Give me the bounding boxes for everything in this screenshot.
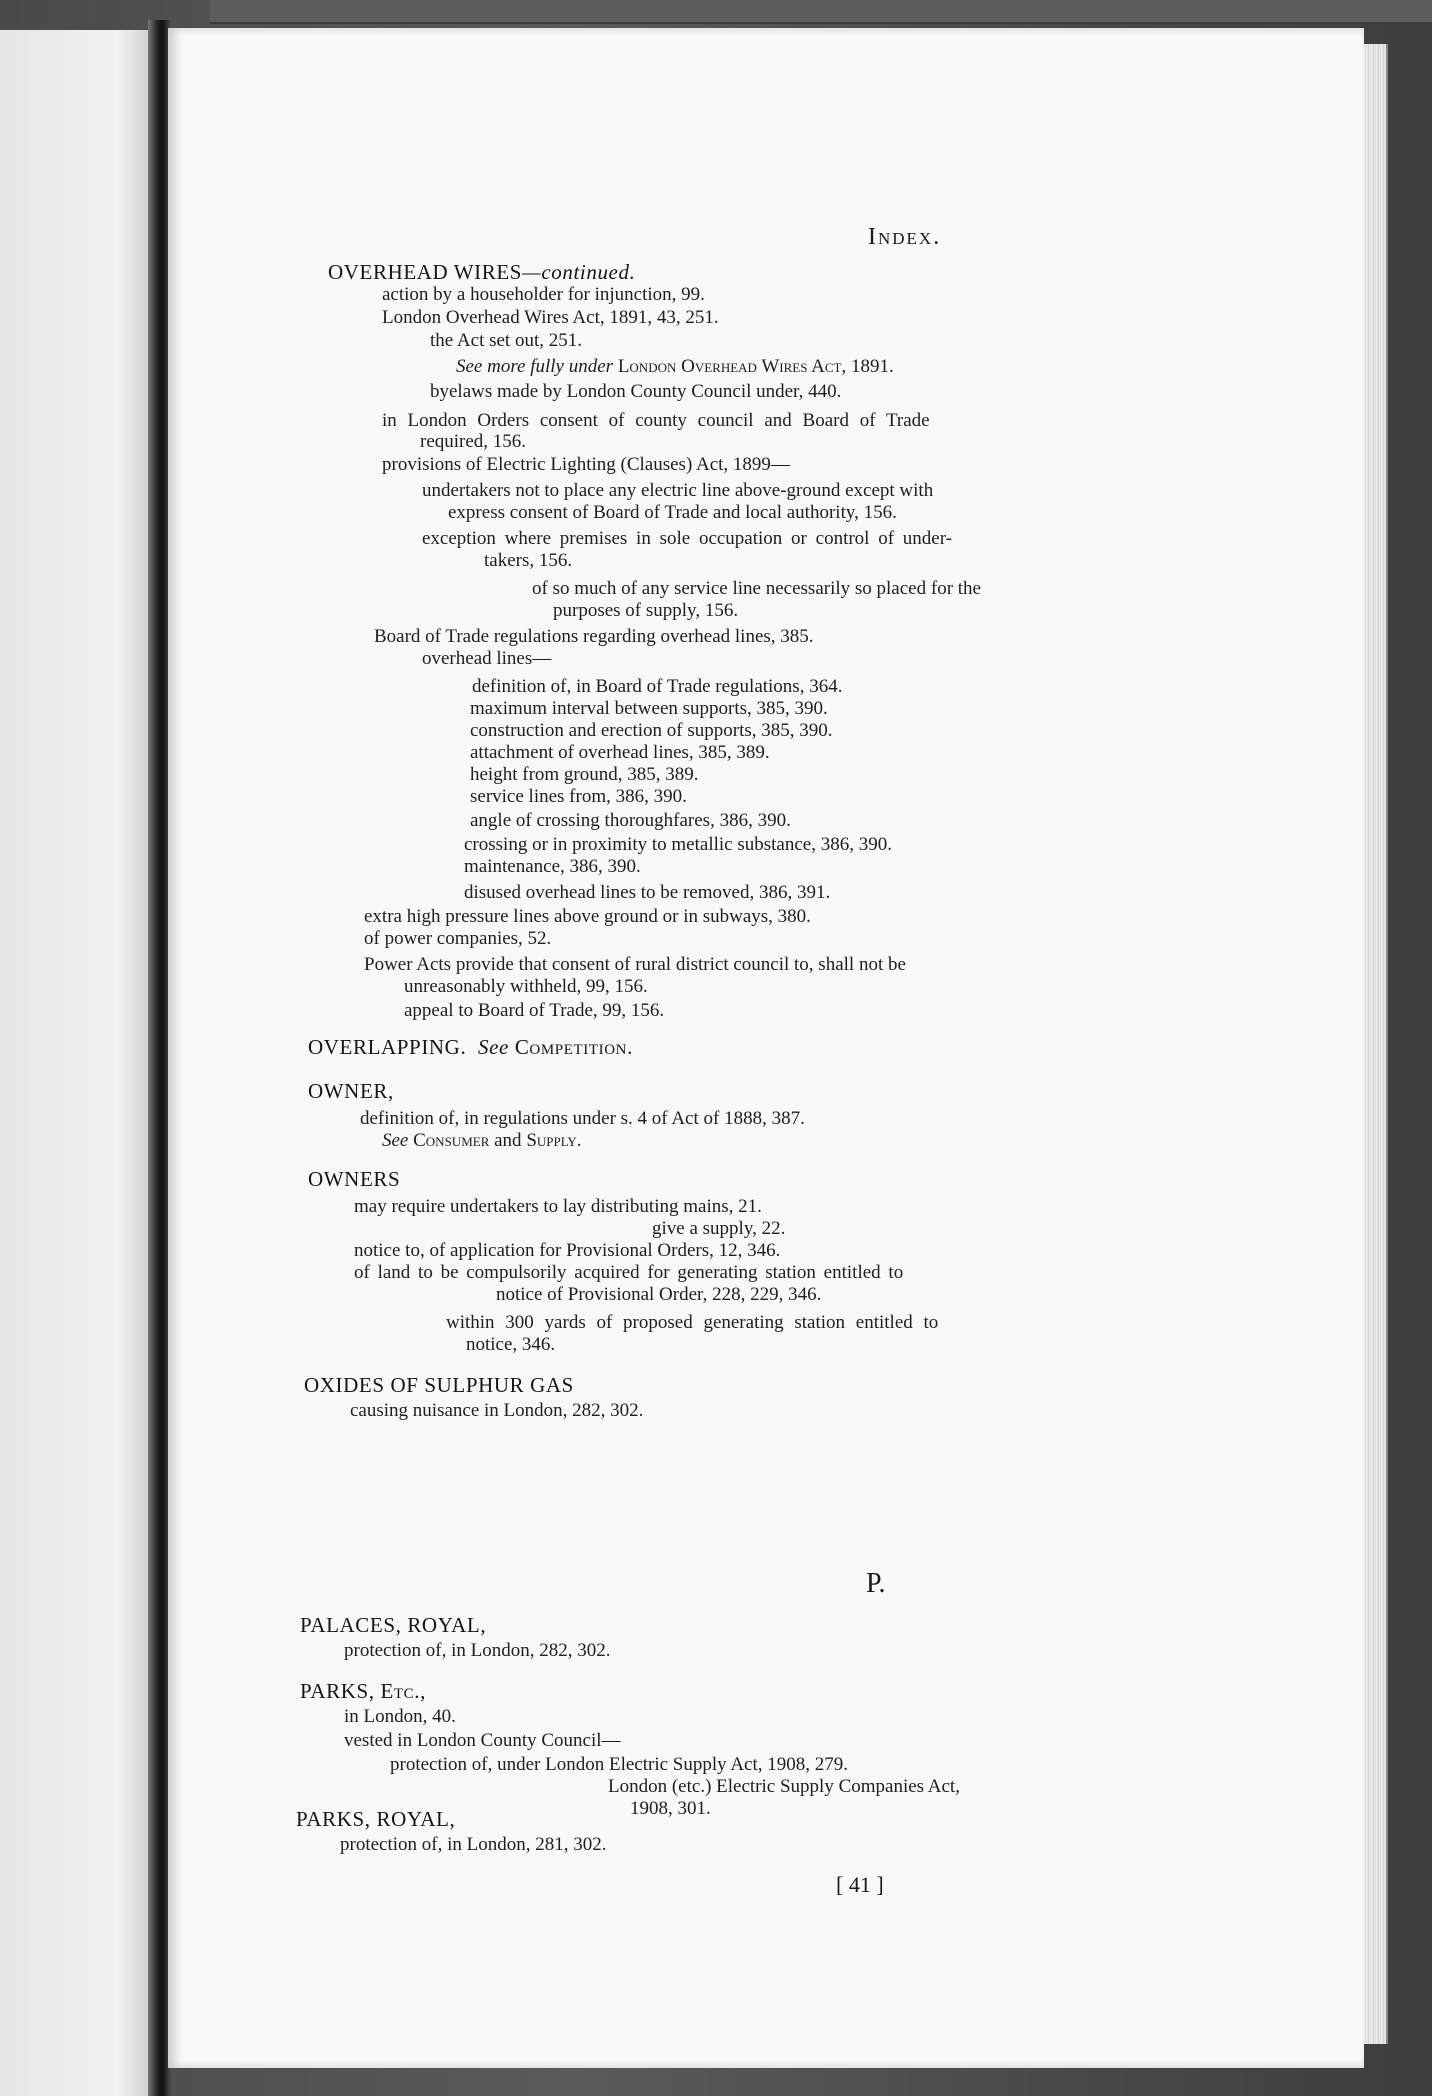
index-entry: vested in London County Council— [344, 1730, 621, 1751]
index-heading: OWNERS [308, 1167, 401, 1191]
index-entry: of land to be compulsorily acquired for generating station entitled to [354, 1262, 904, 1283]
index-entry: of power companies, 52. [364, 928, 552, 949]
index-entry: notice, 346. [466, 1334, 556, 1355]
index-entry: undertakers not to place any electric line above-ground except with [422, 480, 934, 501]
index-entry: service lines from, 386, 390. [470, 786, 687, 807]
left-page-edge [0, 30, 148, 2096]
index-entry: extra high pressure lines above ground or in subways, 380. [364, 906, 811, 927]
index-entry: in London, 40. [344, 1706, 456, 1727]
index-entry: disused overhead lines to be removed, 386, 391. [464, 882, 831, 903]
index-entry: maintenance, 386, 390. [464, 856, 641, 877]
index-entry: byelaws made by London County Council under, 440. [430, 381, 842, 402]
index-entry: attachment of overhead lines, 385, 389. [470, 742, 770, 763]
index-entry: express consent of Board of Trade and local authority, 156. [448, 502, 897, 523]
index-entry: protection of, in London, 282, 302. [344, 1640, 611, 1661]
index-entry: London (etc.) Electric Supply Companies Act, [608, 1776, 960, 1797]
index-entry: construction and erection of supports, 385, 390. [470, 720, 833, 741]
heading-suffix: , [420, 1679, 426, 1703]
index-entry: crossing or in proximity to metallic substance, 386, 390. [464, 834, 892, 855]
heading-suffix: —continued. [522, 260, 636, 284]
index-entry: unreasonably withheld, 99, 156. [404, 976, 648, 997]
cross-ref-prefix: See [478, 1035, 509, 1059]
index-heading [308, 1036, 633, 1058]
heading-text: OVERLAPPING. [308, 1035, 467, 1059]
index-heading [300, 1680, 426, 1702]
cross-ref-target: London Overhead Wires Act [617, 356, 842, 377]
index-entry: action by a householder for injunction, 99. [382, 284, 705, 305]
index-entry: may require undertakers to lay distributing mains, 21. [354, 1196, 762, 1217]
cross-ref-target: Consumer [413, 1130, 490, 1151]
heading-abbrev: Etc. [380, 1679, 421, 1703]
index-entry: provisions of Electric Lighting (Clauses) Act, 1899— [382, 454, 790, 475]
index-entry: notice of Provisional Order, 228, 229, 346. [496, 1284, 822, 1305]
cross-ref-suffix: . [576, 1130, 582, 1151]
index-heading: PARKS, ROYAL, [296, 1807, 456, 1831]
index-entry: protection of, in London, 281, 302. [340, 1834, 607, 1855]
index-entry: notice to, of application for Provisional Orders, 12, 346. [354, 1240, 781, 1261]
index-entry: give a supply, 22. [652, 1218, 786, 1239]
index-heading [328, 261, 635, 283]
index-heading: OXIDES OF SULPHUR GAS [304, 1373, 574, 1397]
index-entry: Power Acts provide that consent of rural district council to, shall not be [364, 954, 906, 975]
index-entry: 1908, 301. [630, 1798, 711, 1819]
cross-ref-prefix: See more fully under [456, 356, 614, 377]
index-entry: definition of, in regulations under s. 4 of Act of 1888, 387. [360, 1108, 805, 1129]
index-entry: height from ground, 385, 389. [470, 764, 699, 785]
index-entry: angle of crossing thoroughfares, 386, 390. [470, 810, 791, 831]
index-entry: London Overhead Wires Act, 1891, 43, 251. [382, 307, 719, 328]
index-entry: protection of, under London Electric Supply Act, 1908, 279. [390, 1754, 849, 1775]
page-number: [ 41 ] [836, 1872, 884, 1897]
index-entry: causing nuisance in London, 282, 302. [350, 1400, 644, 1421]
index-page [168, 28, 1364, 2068]
page-title: Index. [868, 224, 942, 250]
index-entry: maximum interval between supports, 385, 390. [470, 698, 828, 719]
index-heading: PALACES, ROYAL, [300, 1613, 487, 1637]
index-entry: definition of, in Board of Trade regulations, 364. [472, 676, 843, 697]
cover-top-edge [210, 0, 1432, 24]
index-entry: purposes of supply, 156. [553, 600, 739, 621]
index-entry: required, 156. [420, 431, 527, 452]
cross-ref-joiner: and [489, 1130, 527, 1151]
index-entry: the Act set out, 251. [430, 330, 582, 351]
index-heading: OWNER, [308, 1079, 394, 1103]
cross-ref-prefix: See [382, 1130, 409, 1151]
index-entry: overhead lines— [422, 648, 552, 669]
heading-text: OVERHEAD WIRES [328, 260, 523, 284]
index-entry: appeal to Board of Trade, 99, 156. [404, 1000, 665, 1021]
index-entry: in London Orders consent of county council and Board of Trade [382, 410, 930, 431]
cross-reference [456, 356, 894, 378]
heading-text: PARKS, [300, 1679, 381, 1703]
index-entry: Board of Trade regulations regarding overhead lines, 385. [374, 626, 814, 647]
index-entry: of so much of any service line necessarily so placed for the [532, 578, 981, 599]
cross-ref-suffix: , 1891. [841, 356, 894, 377]
cross-reference [382, 1130, 582, 1152]
index-entry: within 300 yards of proposed generating station entitled to [446, 1312, 939, 1333]
cross-ref-target: Competition [514, 1035, 628, 1059]
cross-ref-target: Supply [526, 1130, 577, 1151]
section-letter: P. [866, 1568, 886, 1599]
page-stack-edges [1360, 44, 1388, 2044]
index-entry: takers, 156. [484, 550, 573, 571]
index-entry: exception where premises in sole occupation or control of under- [422, 528, 952, 549]
cross-ref-suffix: . [627, 1035, 633, 1059]
